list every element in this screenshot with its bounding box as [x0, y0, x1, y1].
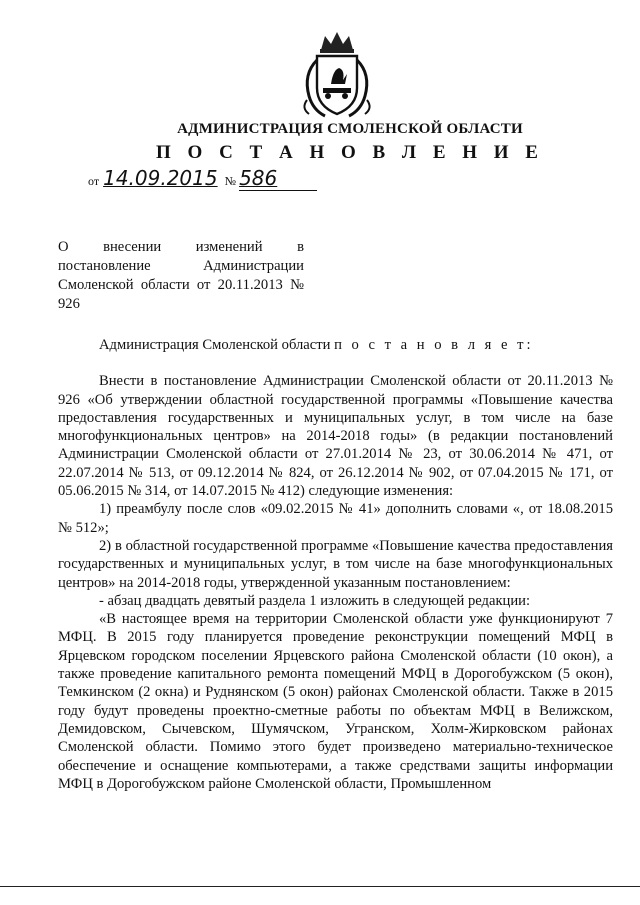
number-prefix: №	[224, 174, 237, 188]
document-body	[58, 336, 613, 793]
coat-of-arms-icon	[295, 30, 379, 120]
paragraph: Внести в постановление Администрации Смоленской области от 20.11.2013 № 926 «Об утверждении областной государственной программы «Повышение качества предоставления государственных и муниципальных услуг, в том числе на базе многофункциональных центров» на 2014-2018 годы» (в редакции постановлений Администрации Смоленской области от 27.01.2014 № 23, от 30.06.2014 № 471, от 22.07.2014 № 513, от 09.12.2014 № 824, от 26.12.2014 № 902, от 07.04.2015 № 171, от 05.06.2015 № 314, от 14.07.2015 № 412) следующие изменения:	[58, 373, 613, 500]
paragraph: 1) преамбулу после слов «09.02.2015 № 41» дополнить словами «, от 18.08.2015 № 512»;	[58, 501, 613, 536]
organization-name: АДМИНИСТРАЦИЯ СМОЛЕНСКОЙ ОБЛАСТИ	[177, 121, 523, 137]
decree-line	[58, 336, 613, 354]
decree-lead: Администрация Смоленской области	[99, 337, 331, 353]
date-value: 14.09.2015	[103, 166, 218, 190]
document-date-number	[88, 166, 321, 191]
document-type-title: П О С Т А Н О В Л Е Н И Е	[156, 142, 544, 163]
document-subject: О внесении изменений в постановление Администрации Смоленской области от 20.11.2013 № 926	[58, 239, 304, 312]
date-prefix: от	[88, 174, 100, 188]
paragraph: 2) в областной государственной программе «Повышение качества предоставления государственных и муниципальных услуг, в том числе на базе многофункциональных центров» на 2014-2018 годы, утвержденной указанным постановлением:	[58, 537, 613, 591]
page-bottom-rule	[0, 886, 640, 887]
number-value: 586	[239, 166, 317, 191]
decree-verb: п о с т а н о в л я е т:	[334, 337, 534, 353]
paragraph: «В настоящее время на территории Смоленской области уже функционируют 7 МФЦ. В 2015 году планируется проведение реконструкции помещений МФЦ в Ярцевском городском поселении Ярцевского района Смоленской области (10 окон), а также проведение капитального ремонта помещений МФЦ в Дорогобужском (5 окон), Темкинском (2 окна) и Руднянском (5 окон) районах Смоленской области. Также в 2015 году будут проведены проектно-сметные работы по объектам МФЦ в Велижском, Демидовском, Сычевском, Шумячском, Угранском, Холм-Жирковском районах Смоленской области. Помимо этого будет произведено материально-техническое обеспечение и оснащение компьютерами, а также средствами защиты информации МФЦ в Дорогобужском районе Смоленской области, Промышленном	[58, 611, 613, 792]
paragraph: - абзац двадцать девятый раздела 1 изложить в следующей редакции:	[99, 592, 531, 609]
